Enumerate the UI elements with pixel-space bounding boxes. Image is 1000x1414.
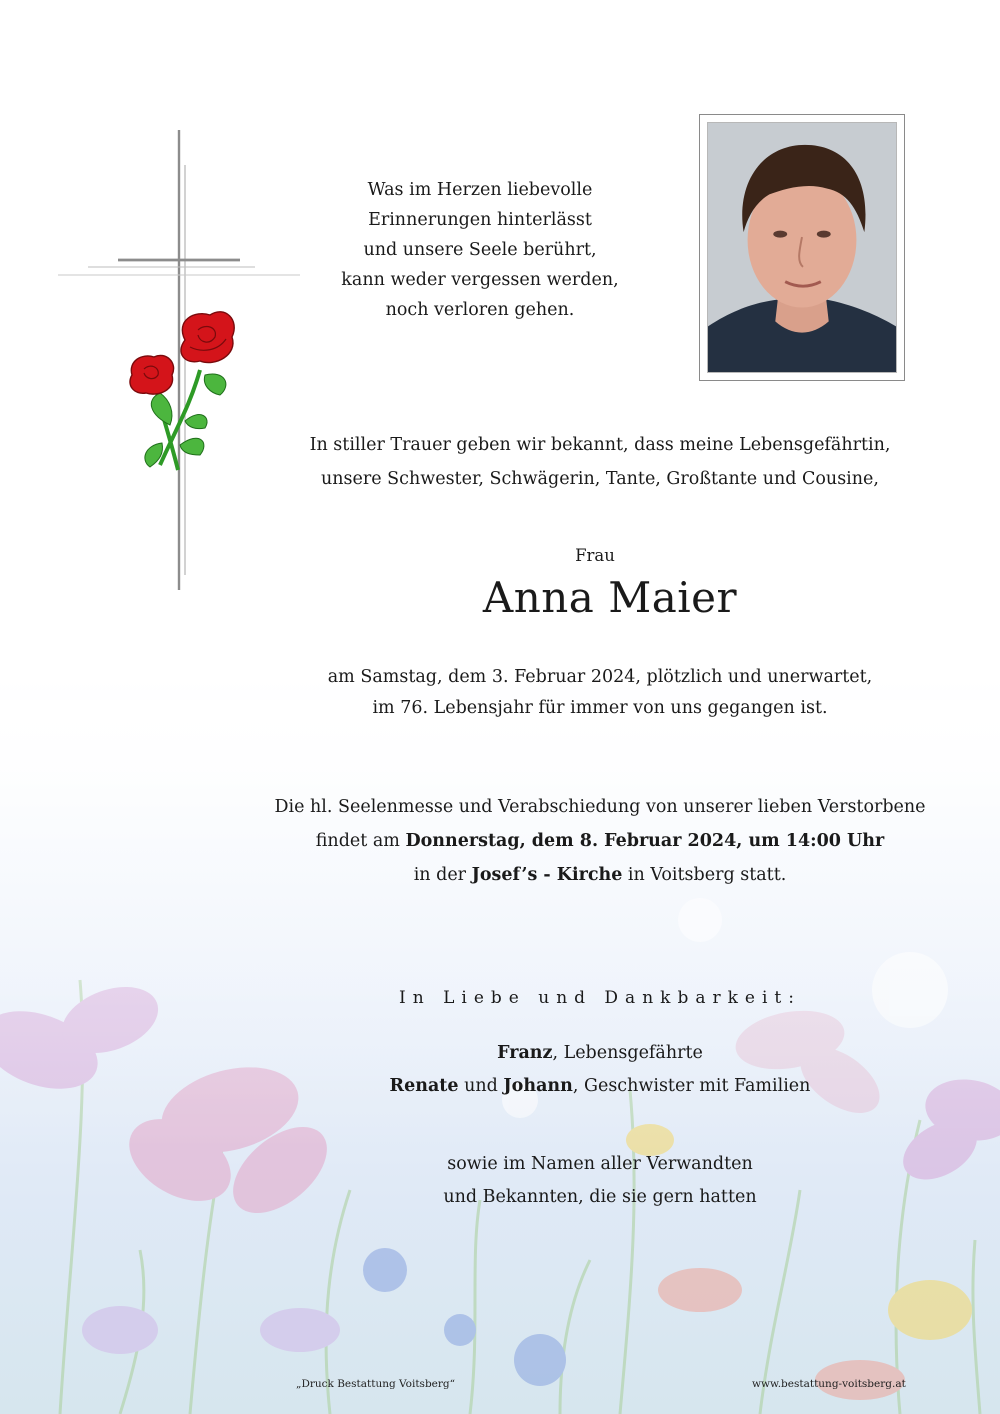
memorial-poem bbox=[330, 175, 630, 325]
mourner-name: Franz bbox=[497, 1043, 553, 1063]
poem-line: Was im Herzen liebevolle bbox=[367, 180, 593, 200]
poem-line: Erinnerungen hinterlässt bbox=[368, 210, 592, 230]
poem-line: kann weder vergessen werden, bbox=[341, 270, 619, 290]
death-line: im 76. Lebensjahr für immer von uns gegangen ist. bbox=[372, 698, 828, 718]
mourner-relation: , Lebensgefährte bbox=[552, 1043, 703, 1063]
service-text: findet am bbox=[315, 831, 406, 851]
service-text: in Voitsberg statt. bbox=[622, 865, 787, 885]
relatives-line: und Bekannten, die sie gern hatten bbox=[443, 1187, 757, 1207]
portrait-frame bbox=[699, 114, 905, 381]
salutation: Frau bbox=[575, 546, 615, 565]
mourner-row bbox=[300, 1037, 900, 1070]
cross-with-roses-icon bbox=[50, 125, 310, 595]
announcement-intro bbox=[280, 428, 920, 496]
portrait-photo bbox=[707, 122, 897, 373]
mourner-name: Johann bbox=[503, 1076, 573, 1096]
poem-line: noch verloren gehen. bbox=[385, 300, 575, 320]
service-line: Die hl. Seelenmesse und Verabschiedung von unserer lieben Verstorbene bbox=[274, 797, 926, 817]
mourner-name: Renate bbox=[389, 1076, 459, 1096]
mourners-list bbox=[300, 1037, 900, 1103]
relatives-line: sowie im Namen aller Verwandten bbox=[447, 1154, 753, 1174]
poem-line: und unsere Seele berührt, bbox=[363, 240, 597, 260]
mourner-relation: , Geschwister mit Familien bbox=[572, 1076, 811, 1096]
website-link[interactable]: www.bestattung-voitsberg.at bbox=[752, 1378, 906, 1390]
death-line: am Samstag, dem 3. Februar 2024, plötzlich und unerwartet, bbox=[327, 667, 873, 687]
thanks-heading: In Liebe und Dankbarkeit: bbox=[399, 988, 801, 1008]
service-text: in der bbox=[413, 865, 472, 885]
mourner-joiner: und bbox=[458, 1076, 504, 1096]
service-line bbox=[250, 824, 950, 858]
funeral-service-info bbox=[250, 790, 950, 892]
mourner-row bbox=[300, 1070, 900, 1103]
printer-credit: „Druck Bestattung Voitsberg“ bbox=[296, 1378, 455, 1390]
service-line bbox=[250, 858, 950, 892]
service-church: Josef’s - Kirche bbox=[471, 865, 623, 885]
deceased-name: Anna Maier bbox=[482, 573, 738, 622]
intro-line: In stiller Trauer geben wir bekannt, dass meine Lebensgefährtin, bbox=[309, 435, 891, 455]
service-date-time: Donnerstag, dem 8. Februar 2024, um 14:00 Uhr bbox=[405, 831, 885, 851]
death-notice bbox=[280, 662, 920, 724]
intro-line: unsere Schwester, Schwägerin, Tante, Großtante und Cousine, bbox=[321, 469, 879, 489]
relatives-note bbox=[300, 1148, 900, 1214]
